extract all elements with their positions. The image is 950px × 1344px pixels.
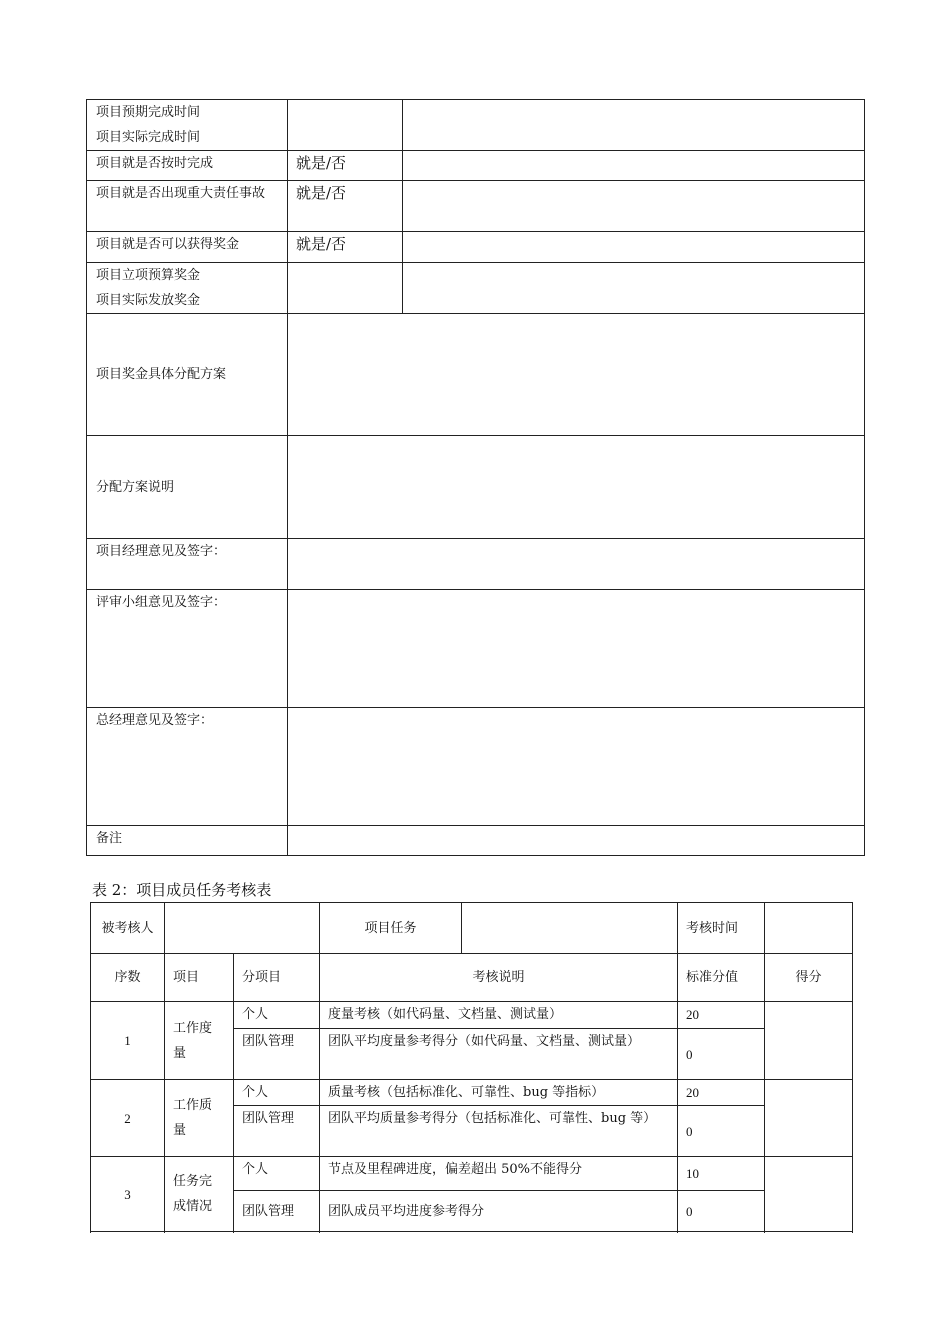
distribution-plan-label: 项目奖金具体分配方案	[87, 314, 288, 436]
row-number: 1	[91, 1002, 165, 1080]
subitem-name: 团队管理	[234, 1029, 320, 1080]
col-header-no: 序数	[91, 954, 165, 1002]
standard-score: 20	[678, 1080, 765, 1106]
project-task-cell	[320, 903, 678, 954]
subitem-name: 个人	[234, 1002, 320, 1029]
score-field[interactable]	[765, 1157, 853, 1232]
assessee-label: 被考核人	[91, 903, 165, 954]
form-label	[87, 100, 288, 151]
form-row-accident	[87, 181, 865, 232]
accident-yes-no[interactable]: 就是/否	[288, 181, 403, 232]
assessment-description: 节点及里程碑进度，偏差超出 50%不能得分	[320, 1157, 678, 1191]
review-opinion-field[interactable]	[288, 590, 865, 708]
accident-label: 项目就是否出现重大责任事故	[87, 181, 288, 232]
form-row-pm-opinion	[87, 539, 865, 590]
subitem-name: 个人	[234, 1157, 320, 1191]
form-row-distribution-plan	[87, 314, 865, 436]
form-row-on-time	[87, 151, 865, 181]
subitem-name: 个人	[234, 1080, 320, 1106]
assessment-description: 团队平均质量参考得分（包括标准化、可靠性、bug 等）	[320, 1106, 678, 1157]
col-header-subitem: 分项目	[234, 954, 320, 1002]
pm-opinion-label: 项目经理意见及签字：	[87, 539, 288, 590]
form-label	[87, 263, 288, 314]
assessment-time-label: 考核时间	[678, 903, 765, 954]
item-name: 任务完成情况	[165, 1157, 234, 1232]
form-row-gm-opinion	[87, 708, 865, 826]
table-row	[91, 1002, 853, 1029]
form-value-cell[interactable]	[403, 263, 865, 314]
row-number: 2	[91, 1080, 165, 1157]
form-value-cell[interactable]	[403, 151, 865, 181]
table2-caption: 表 2：项目成员任务考核表	[92, 881, 272, 899]
form-row-completion-time	[87, 100, 865, 151]
table-cell	[165, 1232, 234, 1234]
project-approval-form	[86, 99, 865, 856]
assessment-description: 团队平均度量参考得分（如代码量、文档量、测试量）	[320, 1029, 678, 1080]
score-field[interactable]	[765, 1002, 853, 1080]
standard-score: 0	[678, 1106, 765, 1157]
form-row-remarks	[87, 826, 865, 856]
actual-bonus-label: 项目实际发放奖金	[96, 293, 201, 308]
col-header-description: 考核说明	[320, 954, 678, 1002]
form-value-cell[interactable]	[288, 263, 403, 314]
form-value-cell[interactable]	[403, 232, 865, 263]
col-header-standard-score: 标准分值	[678, 954, 765, 1002]
plan-description-label: 分配方案说明	[87, 436, 288, 539]
table-row	[91, 1232, 853, 1234]
assessment-table-wrapper	[90, 902, 856, 1233]
actual-completion-label: 项目实际完成时间	[96, 130, 201, 145]
plan-description-field[interactable]	[288, 436, 865, 539]
assessment-header-row	[91, 903, 853, 954]
assessment-description: 质量考核（包括标准化、可靠性、bug 等指标）	[320, 1080, 678, 1106]
review-opinion-label: 评审小组意见及签字：	[87, 590, 288, 708]
item-name: 工作质量	[165, 1080, 234, 1157]
table-row	[91, 1157, 853, 1191]
standard-score: 0	[678, 1029, 765, 1080]
form-row-bonus-amount	[87, 263, 865, 314]
form-row-plan-description	[87, 436, 865, 539]
subitem-name: 团队管理	[234, 1106, 320, 1157]
standard-score: 10	[678, 1157, 765, 1191]
gm-opinion-field[interactable]	[288, 708, 865, 826]
assessment-time-field[interactable]	[765, 903, 853, 954]
project-task-field[interactable]	[462, 903, 677, 953]
score-field[interactable]	[765, 1080, 853, 1157]
form-row-review-opinion	[87, 590, 865, 708]
form-row-bonus-eligible	[87, 232, 865, 263]
form-value-cell[interactable]	[288, 100, 403, 151]
table-row	[91, 1080, 853, 1106]
distribution-plan-field[interactable]	[288, 314, 865, 436]
gm-opinion-label: 总经理意见及签字：	[87, 708, 288, 826]
subitem-name: 团队管理	[234, 1191, 320, 1232]
standard-score: 0	[678, 1191, 765, 1232]
item-name: 工作度量	[165, 1002, 234, 1080]
column-header-row	[91, 954, 853, 1002]
standard-score: 20	[678, 1002, 765, 1029]
remarks-label: 备注	[87, 826, 288, 856]
budget-bonus-label: 项目立项预算奖金	[96, 268, 201, 283]
table-cell	[678, 1232, 765, 1234]
pm-opinion-field[interactable]	[288, 539, 865, 590]
bonus-eligible-label: 项目就是否可以获得奖金	[87, 232, 288, 263]
assessee-field[interactable]	[165, 903, 320, 954]
assessment-description: 度量考核（如代码量、文档量、测试量）	[320, 1002, 678, 1029]
project-task-label: 项目任务	[320, 903, 462, 953]
form-value-cell[interactable]	[403, 181, 865, 232]
table-cell	[765, 1232, 853, 1234]
col-header-score: 得分	[765, 954, 853, 1002]
table-cell	[234, 1232, 320, 1234]
form-value-cell[interactable]	[403, 100, 865, 151]
remarks-field[interactable]	[288, 826, 865, 856]
expected-completion-label: 项目预期完成时间	[96, 105, 201, 120]
assessment-description: 团队成员平均进度参考得分	[320, 1191, 678, 1232]
table-cell	[91, 1232, 165, 1234]
bonus-eligible-yes-no[interactable]: 就是/否	[288, 232, 403, 263]
table-cell	[320, 1232, 678, 1234]
on-time-label: 项目就是否按时完成	[87, 151, 288, 181]
col-header-item: 项目	[165, 954, 234, 1002]
on-time-yes-no[interactable]: 就是/否	[288, 151, 403, 181]
assessment-table	[90, 902, 853, 1233]
row-number: 3	[91, 1157, 165, 1232]
